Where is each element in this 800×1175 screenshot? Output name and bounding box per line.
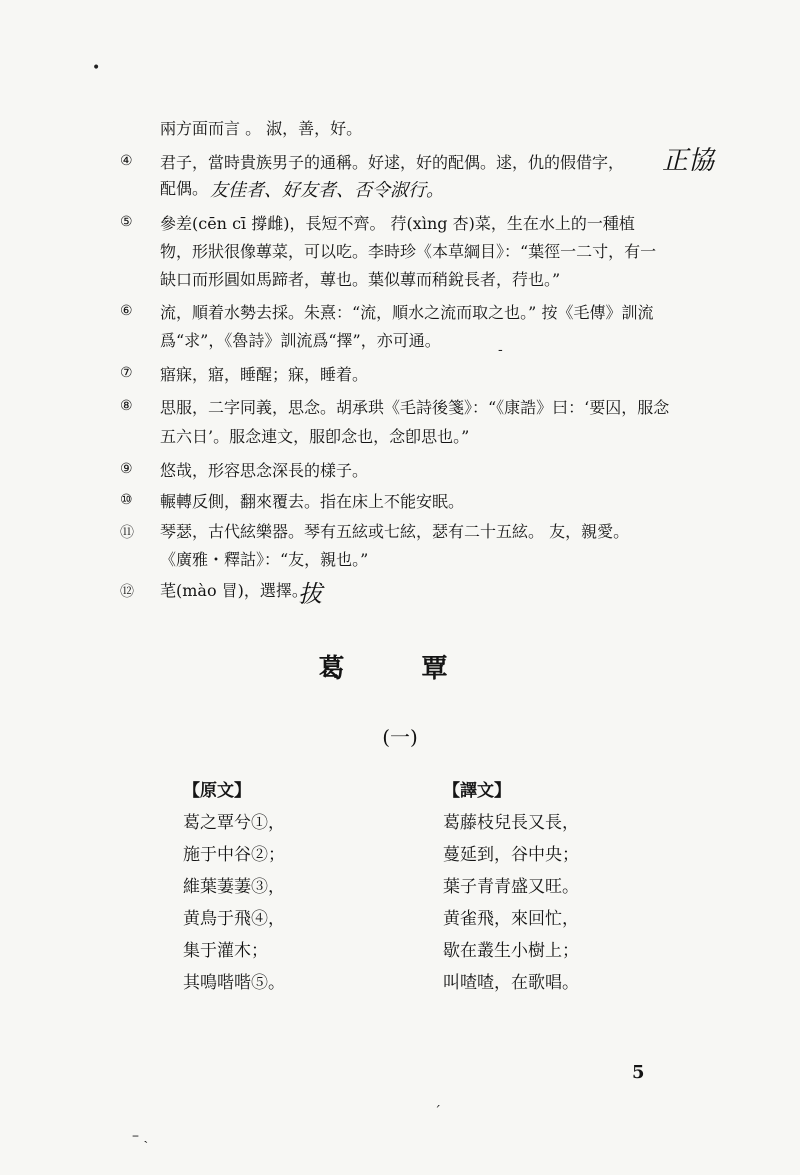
handwritten-margin-note: 正協 bbox=[662, 146, 715, 176]
note-line: 流，順着水勢去採。朱熹：“流，順水之流而取之也。” 按《毛傳》訓流 bbox=[160, 303, 654, 322]
translation-line: 歇在叢生小樹上； bbox=[443, 941, 579, 961]
note-line: 五六日’。服念連文，服卽念也，念卽思也。” bbox=[160, 427, 470, 446]
translation-line: 葛藤枝兒長又長， bbox=[443, 813, 579, 833]
ink-mark: • bbox=[92, 60, 101, 76]
note-number: ⑦ bbox=[120, 365, 133, 381]
note-line: 寤寐，寤，睡醒；寐，睡着。 bbox=[160, 365, 369, 384]
note-line: 輾轉反側，翻來覆去。指在床上不能安眠。 bbox=[160, 492, 465, 511]
poem-line: 維葉萋萋③， bbox=[183, 877, 285, 897]
note-line: 《廣雅・釋詁》：“友，親也。” bbox=[160, 550, 369, 569]
original-text-column bbox=[183, 775, 285, 999]
note-number: ⑪ bbox=[120, 525, 134, 541]
note-number: ⑥ bbox=[120, 303, 133, 319]
handwritten-inline-note: 友佳者、好友者、否令淑行。 bbox=[210, 180, 444, 201]
note-line: 配偶。 bbox=[160, 179, 209, 198]
translation-line: 叫喳喳，在歌唱。 bbox=[443, 973, 579, 993]
page-number: 5 bbox=[632, 1062, 645, 1083]
note-continuation-line: 兩方面而言 。 淑，善，好。 bbox=[160, 119, 363, 138]
poem-title: 葛 覃 bbox=[318, 654, 482, 684]
note-line: 參差(cēn cī 撐雌)，長短不齊。 荇(xìng 杏)菜，生在水上的一種植 bbox=[160, 214, 635, 233]
section-marker: (一) bbox=[382, 725, 418, 749]
note-line: 悠哉，形容思念深長的樣子。 bbox=[160, 461, 369, 480]
poem-line: 施于中谷②； bbox=[183, 845, 285, 865]
translation-line: 蔓延到，谷中央； bbox=[443, 845, 579, 865]
note-number: ⑧ bbox=[120, 398, 133, 414]
translation-line: 葉子青青盛又旺。 bbox=[443, 877, 579, 897]
translation-column bbox=[443, 775, 579, 999]
note-number: ⑫ bbox=[120, 584, 134, 600]
ink-mark: - bbox=[498, 342, 503, 358]
note-line: 爲“求”，《魯詩》訓流爲“擇”，亦可通。 bbox=[160, 331, 441, 350]
note-line: 琴瑟，古代絃樂器。琴有五絃或七絃，瑟有二十五絃。 友，親愛。 bbox=[160, 522, 630, 541]
note-line: 芼(mào 冒)，選擇。 bbox=[160, 581, 308, 600]
poem-line: 葛之覃兮①， bbox=[183, 813, 285, 833]
handwritten-character: 拔 bbox=[298, 580, 322, 608]
poem-line: 集于灌木； bbox=[183, 941, 268, 961]
translation-line: 黄雀飛，來回忙， bbox=[443, 909, 579, 929]
note-number: ④ bbox=[120, 153, 133, 169]
note-line: 君子，當時貴族男子的通稱。好逑，好的配偶。逑，仇的假借字， bbox=[160, 153, 625, 172]
note-number: ⑨ bbox=[120, 461, 133, 477]
poem-line: 黄鳥于飛④， bbox=[183, 909, 285, 929]
poem-line: 其鳴喈喈⑤。 bbox=[183, 973, 285, 993]
ink-mark: – ˎ bbox=[132, 1128, 149, 1144]
note-line: 物，形狀很像蓴菜，可以吃。李時珍《本草綱目》：“葉徑一二寸，有一 bbox=[160, 242, 657, 261]
note-number: ⑩ bbox=[120, 492, 133, 508]
note-line: 思服，二字同義，思念。胡承珙《毛詩後箋》：“《康誥》曰：‘要囚，服念 bbox=[160, 398, 670, 417]
ink-mark: ˊ bbox=[434, 1104, 441, 1120]
original-heading: 【原文】 bbox=[183, 781, 251, 801]
note-line: 缺口而形圓如馬蹄者，蓴也。葉似蓴而稍銳長者，荇也。” bbox=[160, 270, 561, 289]
translation-heading: 【譯文】 bbox=[443, 781, 511, 801]
note-number: ⑤ bbox=[120, 214, 133, 230]
